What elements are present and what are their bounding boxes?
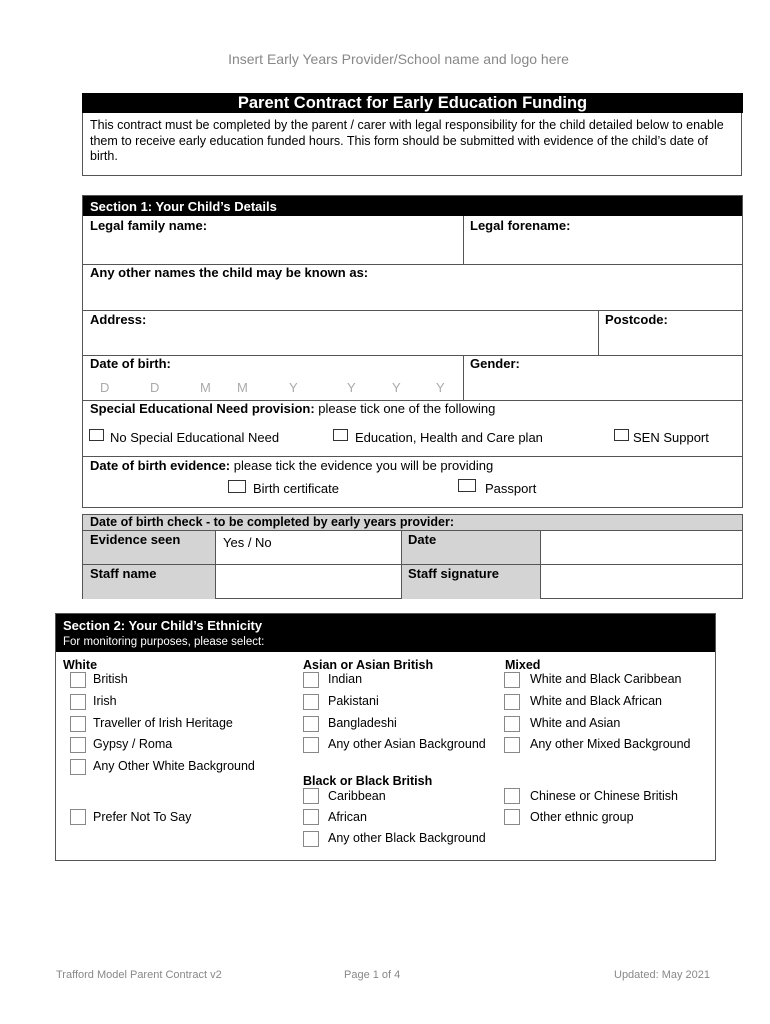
- birth-certificate-label: Birth certificate: [253, 481, 339, 496]
- gypsy-roma-label: Gypsy / Roma: [93, 737, 173, 751]
- dob-label: Date of birth:: [90, 356, 171, 371]
- dob-year-digit[interactable]: Y: [436, 380, 445, 395]
- passport-checkbox[interactable]: [458, 479, 476, 492]
- traveller-irish-label: Traveller of Irish Heritage: [93, 716, 233, 730]
- other-mixed-checkbox[interactable]: [504, 737, 520, 753]
- check-date-field[interactable]: [543, 532, 739, 564]
- gender-label: Gender:: [470, 356, 520, 371]
- other-mixed-label: Any other Mixed Background: [530, 737, 691, 751]
- gypsy-roma-checkbox[interactable]: [70, 737, 86, 753]
- section1-child-details: [82, 195, 743, 508]
- asian-group-label: Asian or Asian British: [303, 658, 434, 672]
- dob-month-digit[interactable]: M: [237, 380, 248, 395]
- divider: [401, 530, 402, 599]
- family-name-label: Legal family name:: [90, 218, 208, 233]
- other-asian-checkbox[interactable]: [303, 737, 319, 753]
- staff-name-field[interactable]: [218, 566, 398, 596]
- other-names-field[interactable]: [90, 282, 735, 308]
- white-asian-checkbox[interactable]: [504, 716, 520, 732]
- other-white-checkbox[interactable]: [70, 759, 86, 775]
- footer-page-number: Page 1 of 4: [344, 969, 401, 981]
- sen-hint: please tick one of the following: [314, 401, 496, 416]
- evidence-seen-label: Evidence seen: [90, 532, 181, 547]
- traveller-irish-checkbox[interactable]: [70, 716, 86, 732]
- section1-heading: Section 1: Your Child’s Details: [83, 196, 742, 216]
- white-black-caribbean-checkbox[interactable]: [504, 672, 520, 688]
- section2-heading: Section 2: Your Child’s Ethnicity: [63, 618, 263, 633]
- white-group-label: White: [63, 658, 98, 672]
- sen-support-label: SEN Support: [633, 430, 709, 445]
- other-names-label: Any other names the child may be known as:: [90, 265, 369, 280]
- dob-check-table: [82, 514, 743, 599]
- provider-logo-placeholder: Insert Early Years Provider/School name and logo here: [228, 51, 569, 67]
- form-title: Parent Contract for Early Education Funding: [82, 93, 743, 113]
- prefer-not-checkbox[interactable]: [70, 809, 86, 825]
- dob-evidence-label: Date of birth evidence:: [90, 458, 231, 473]
- sen-question: [90, 401, 495, 416]
- sen-ehc-plan-checkbox[interactable]: [333, 429, 348, 441]
- dob-day-digit[interactable]: D: [100, 380, 110, 395]
- other-black-label: Any other Black Background: [328, 831, 486, 845]
- divider: [83, 456, 742, 457]
- divider: [83, 564, 742, 565]
- sen-none-label: No Special Educational Need: [110, 430, 280, 445]
- check-date-label: Date: [408, 532, 437, 547]
- dob-evidence-question: [90, 458, 493, 473]
- divider: [83, 355, 742, 356]
- divider: [463, 216, 464, 264]
- other-white-label: Any Other White Background: [93, 759, 255, 773]
- other-ethnic-checkbox[interactable]: [504, 809, 520, 825]
- white-irish-checkbox[interactable]: [70, 694, 86, 710]
- mixed-group-label: Mixed: [505, 658, 541, 672]
- birth-certificate-checkbox[interactable]: [228, 480, 246, 493]
- bangladeshi-checkbox[interactable]: [303, 716, 319, 732]
- pakistani-label: Pakistani: [328, 694, 379, 708]
- caribbean-checkbox[interactable]: [303, 788, 319, 804]
- prefer-not-label: Prefer Not To Say: [93, 810, 192, 824]
- sen-none-checkbox[interactable]: [89, 429, 104, 441]
- other-ethnic-label: Other ethnic group: [530, 810, 634, 824]
- dob-day-digit[interactable]: D: [150, 380, 160, 395]
- evidence-seen-value[interactable]: Yes / No: [223, 535, 272, 550]
- address-label: Address:: [90, 312, 147, 327]
- white-black-african-label: White and Black African: [530, 694, 663, 708]
- family-name-field[interactable]: [90, 234, 460, 262]
- dob-month-digit[interactable]: M: [200, 380, 211, 395]
- footer-document-name: Trafford Model Parent Contract v2: [56, 969, 222, 981]
- gender-field[interactable]: [470, 372, 738, 398]
- dob-year-digit[interactable]: Y: [392, 380, 401, 395]
- african-label: African: [328, 810, 367, 824]
- white-british-label: British: [93, 672, 128, 686]
- white-british-checkbox[interactable]: [70, 672, 86, 688]
- dob-year-digit[interactable]: Y: [347, 380, 356, 395]
- sen-label: Special Educational Need provision:: [90, 401, 315, 416]
- white-black-caribbean-label: White and Black Caribbean: [530, 672, 682, 686]
- bangladeshi-label: Bangladeshi: [328, 716, 397, 730]
- dob-year-digit[interactable]: Y: [289, 380, 298, 395]
- staff-signature-label: Staff signature: [408, 566, 500, 581]
- divider: [463, 355, 464, 400]
- other-black-checkbox[interactable]: [303, 831, 319, 847]
- chinese-label: Chinese or Chinese British: [530, 789, 678, 803]
- address-field[interactable]: [90, 328, 595, 353]
- divider: [215, 530, 216, 599]
- forename-field[interactable]: [470, 234, 738, 262]
- african-checkbox[interactable]: [303, 809, 319, 825]
- white-irish-label: Irish: [93, 694, 117, 708]
- intro-text: This contract must be completed by the parent / carer with legal responsibility for the child detailed below to enable them to receive early education funded hours. This form should be submitted with evidence of the child’s date of birth.: [82, 113, 742, 176]
- caribbean-label: Caribbean: [328, 789, 386, 803]
- sen-ehc-plan-label: Education, Health and Care plan: [355, 430, 543, 445]
- postcode-label: Postcode:: [605, 312, 668, 327]
- staff-name-label: Staff name: [90, 566, 157, 581]
- section2-subheading: For monitoring purposes, please select:: [63, 636, 265, 648]
- section2-header: [56, 614, 715, 652]
- footer-updated-date: Updated: May 2021: [614, 969, 711, 981]
- indian-label: Indian: [328, 672, 363, 686]
- divider: [540, 530, 541, 599]
- forename-label: Legal forename:: [470, 218, 571, 233]
- chinese-checkbox[interactable]: [504, 788, 520, 804]
- white-asian-label: White and Asian: [530, 716, 621, 730]
- black-group-label: Black or Black British: [303, 774, 433, 788]
- indian-checkbox[interactable]: [303, 672, 319, 688]
- section2-ethnicity: [55, 613, 716, 861]
- white-black-african-checkbox[interactable]: [504, 694, 520, 710]
- divider: [598, 310, 599, 355]
- passport-label: Passport: [485, 481, 537, 496]
- pakistani-checkbox[interactable]: [303, 694, 319, 710]
- dob-evidence-hint: please tick the evidence you will be providing: [230, 458, 494, 473]
- sen-support-checkbox[interactable]: [614, 429, 629, 441]
- staff-signature-field[interactable]: [543, 566, 739, 596]
- divider: [83, 310, 742, 311]
- postcode-field[interactable]: [605, 328, 738, 353]
- dob-check-heading: Date of birth check - to be completed by early years provider:: [90, 515, 454, 529]
- other-asian-label: Any other Asian Background: [328, 737, 486, 751]
